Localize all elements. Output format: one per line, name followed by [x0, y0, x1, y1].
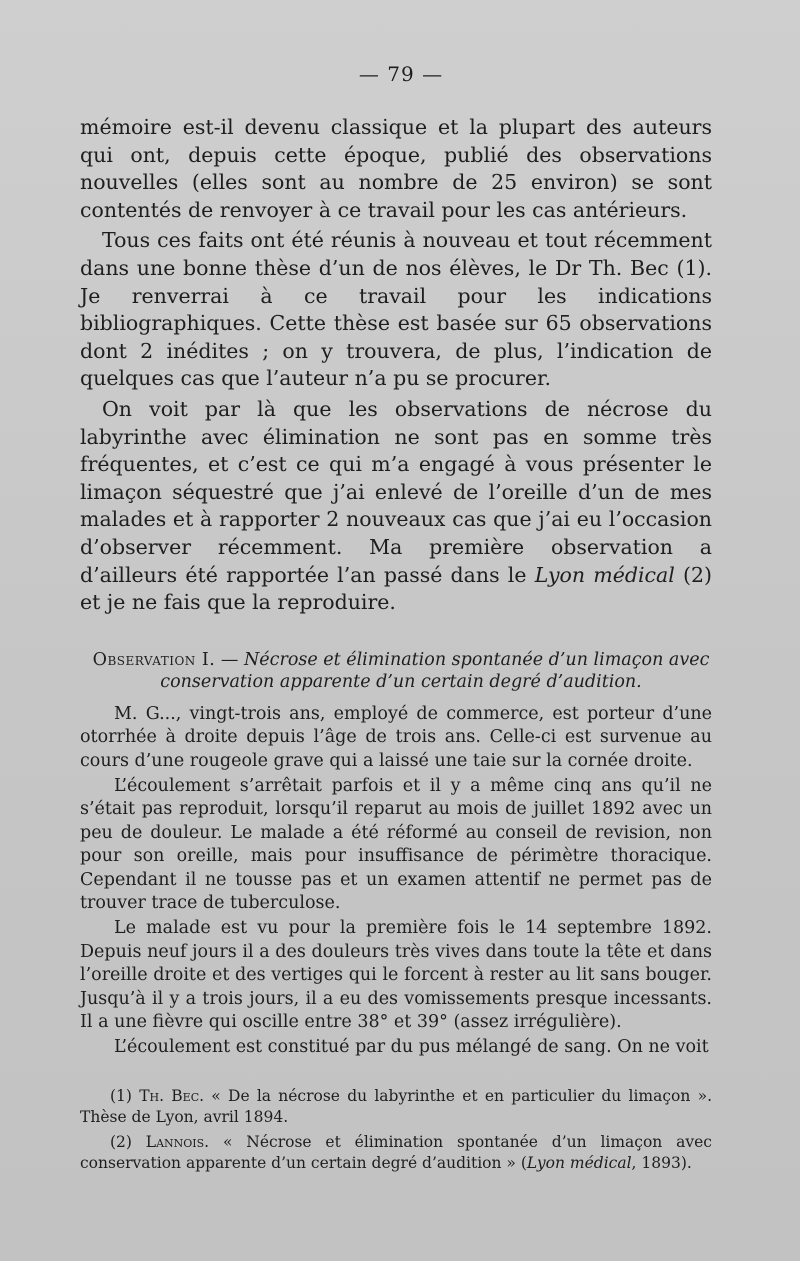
observation-heading: [90, 649, 712, 693]
journal-title: Lyon médical: [534, 562, 675, 587]
footnote-2-author: Lannois.: [145, 1132, 210, 1151]
observation-paragraph-1: M. G..., vingt-trois ans, employé de commerce, est porteur d’une otorrhée à droite depuis l’âge de trois ans. Celle-ci est survenue au cours d’une rougeole grave qui a laissé une taie sur la cornée droite.: [80, 703, 712, 771]
observation-paragraph-4: L’écoulement est constitué par du pus mélangé de sang. On ne voit: [114, 1037, 709, 1058]
paragraph-1: mémoire est-il devenu classique et la plupart des auteurs qui ont, depuis cette époque, publié des observations nouvelles (elles sont au nombre de 25 environ) se sont contentés de renvoyer à ce travail pour les cas antérieurs.: [80, 115, 712, 222]
footnote-2-end: , 1893).: [631, 1153, 692, 1172]
footnotes: [80, 1086, 712, 1174]
paragraph-2: Tous ces faits ont été réunis à nouveau et tout récemment dans une bonne thèse d’un de nos élèves, le Dr Th. Bec (1). Je renverrai à ce travail pour les indications bibliographiques. Cette thèse est basée sur 65 observations dont 2 inédites ; on y trouvera, de plus, l’indication de quelques cas que l’auteur n’a pu se procurer.: [80, 228, 712, 391]
paragraph-3-end: (2) et je ne fais que la reproduire.: [80, 562, 712, 615]
paragraph-3: [80, 396, 712, 617]
footnote-2-text: « Nécrose et élimination spontanée d’un limaçon avec conservation apparente d’un certain degré d’audition » (: [80, 1132, 712, 1172]
main-text: [80, 114, 712, 617]
observation-text: [80, 703, 712, 1060]
footnote-2-journal: Lyon médical: [526, 1153, 632, 1172]
page-number: — 79 —: [358, 62, 444, 86]
footnote-1-text: « De la nécrose du labyrinthe et en particulier du limaçon ». Thèse de Lyon, avril 1894.: [80, 1086, 712, 1126]
observation-dash: —: [215, 649, 244, 670]
observation-paragraph-2: L’écoulement s’arrêtait parfois et il y a même cinq ans qu’il ne s’était pas reproduit, lorsqu’il reparut au mois de juillet 1892 avec un peu de douleur. Le malade a été réformé au conseil de revision, non pour son oreille, mais pour insuffisance de périmètre thoracique. Cependant il ne tousse pas et un examen attentif ne permet pas de trouver trace de tuberculose.: [80, 775, 712, 913]
footnote-2: [80, 1132, 712, 1174]
footnote-1-number: (1): [110, 1086, 140, 1105]
footnote-1-author: Th. Bec.: [139, 1086, 205, 1105]
observation-label: Observation I.: [92, 649, 216, 670]
footnote-1: [80, 1086, 712, 1128]
observation-title: Nécrose et élimination spontanée d’un limaçon avec conservation apparente d’un certain degré d’audition.: [160, 649, 710, 692]
paragraph-3-text: On voit par là que les observations de nécrose du labyrinthe avec élimination ne sont pas en somme très fréquentes, et c’est ce qui m’a engagé à vous présenter le limaçon séquestré que j’ai enlevé de l’oreille d’un de mes malades et à rapporter 2 nouveaux cas que j’ai eu l’occasion d’observer récemment. Ma première observation a d’ailleurs été rapportée l’an passé dans le: [80, 396, 712, 587]
footnote-2-number: (2): [110, 1132, 146, 1151]
observation-paragraph-3: Le malade est vu pour la première fois le 14 septembre 1892. Depuis neuf jours il a des douleurs très vives dans toute la tête et dans l’oreille droite et des vertiges qui le forcent à rester au lit sans bouger. Jusqu’à il y a trois jours, il a eu des vomissements presque incessants. Il a une fièvre qui oscille entre 38° et 39° (assez irrégulière).: [80, 918, 712, 1032]
